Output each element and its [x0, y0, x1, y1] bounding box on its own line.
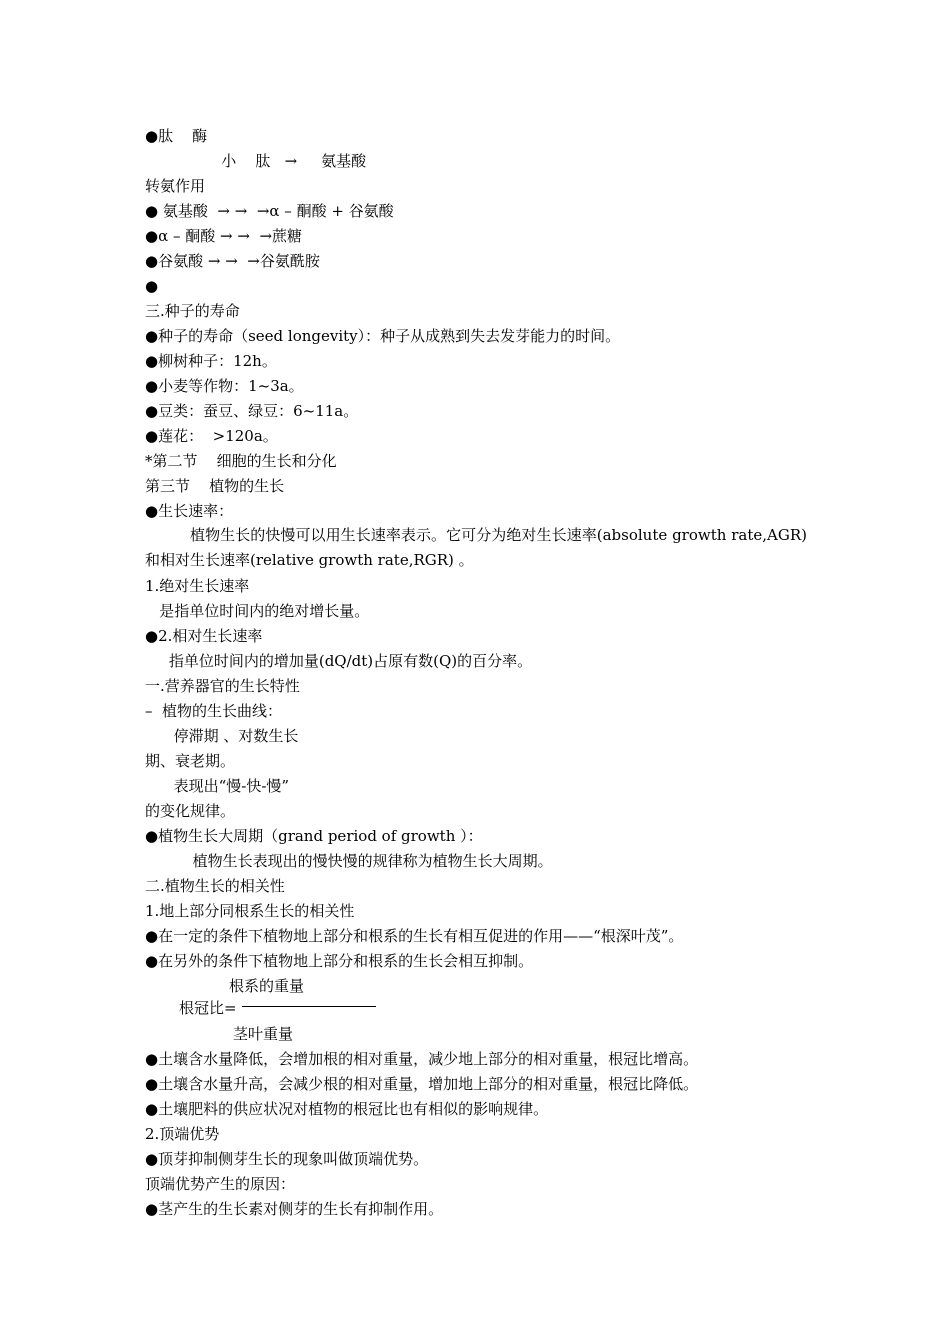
- line-relative-rate-def: 指单位时间内的增加量(dQ/dt)占原有数(Q)的百分率。: [145, 652, 533, 670]
- line-senescence-phase: 期、衰老期。: [145, 752, 236, 770]
- line-apical-dominance-def: ●顶芽抑制侧芽生长的现象叫做顶端优势。: [145, 1150, 429, 1168]
- line-slow-fast-slow: 表现出“慢-快-慢”: [145, 777, 290, 795]
- heading-vegetative-organs: 一.营养器官的生长特性: [145, 677, 300, 695]
- line-auxin-inhibition: ●茎产生的生长素对侧芽的生长有抑制作用。: [145, 1200, 444, 1218]
- line-grand-period: ●植物生长大周期（grand period of growth ）：: [145, 827, 483, 845]
- line-growth-curve: – 植物的生长曲线：: [145, 702, 283, 720]
- heading-seed-longevity: 三.种子的寿命: [145, 302, 240, 320]
- formula-numerator: 根系的重量: [229, 977, 305, 995]
- line-willow-seed: ●柳树种子：12h。: [145, 352, 277, 370]
- line-peptidase: ●肽 酶: [145, 127, 208, 145]
- line-lag-phase: 停滞期 、对数生长: [145, 727, 299, 745]
- line-glutamate: ●谷氨酸 → → →谷氨酰胺: [145, 252, 320, 270]
- line-keto-acid: ●α – 酮酸 → → →蔗糖: [145, 227, 303, 245]
- line-soil-water-high: ●土壤含水量升高，会减少根的相对重量，增加地上部分的相对重量，根冠比降低。: [145, 1075, 699, 1093]
- line-beans: ●豆类：蚕豆、绿豆：6~11a。: [145, 402, 359, 420]
- line-wheat: ●小麦等作物：1~3a。: [145, 377, 304, 395]
- line-seed-longevity-def: ●种子的寿命（seed longevity）：种子从成熟到失去发芽能力的时间。: [145, 327, 621, 345]
- paragraph-growth-rate: 植物生长的快慢可以用生长速率表示。它可分为绝对生长速率(absolute growth rate,AGR)和相对生长速率(relative growth rate,RGR) 。: [145, 526, 807, 569]
- line-apical-cause: 顶端优势产生的原因：: [145, 1175, 296, 1193]
- heading-absolute-rate: 1.绝对生长速率: [145, 577, 250, 595]
- heading-apical-dominance: 2.顶端优势: [145, 1125, 220, 1143]
- formula-denominator: 茎叶重量: [233, 1025, 294, 1043]
- heading-shoot-root: 1.地上部分同根系生长的相关性: [145, 902, 355, 920]
- line-mutual-inhibition: ●在另外的条件下植物地上部分和根系的生长会相互抑制。: [145, 952, 534, 970]
- line-change-pattern: 的变化规律。: [145, 802, 236, 820]
- line-soil-fertilizer: ●土壤肥料的供应状况对植物的根冠比也有相似的影响规律。: [145, 1100, 549, 1118]
- line-absolute-rate-def: 是指单位时间内的绝对增长量。: [145, 602, 370, 620]
- line-transamination: 转氨作用: [145, 177, 206, 195]
- line-growth-rate: ●生长速率：: [145, 502, 234, 520]
- heading-growth-correlation: 二.植物生长的相关性: [145, 877, 285, 895]
- heading-section-two: *第二节 细胞的生长和分化: [145, 452, 337, 470]
- heading-relative-rate: ●2.相对生长速率: [145, 627, 263, 645]
- line-small-peptide: 小 肽 → 氨基酸: [145, 152, 367, 170]
- line-soil-water-low: ●土壤含水量降低，会增加根的相对重量，减少地上部分的相对重量，根冠比增高。: [145, 1050, 699, 1068]
- line-grand-period-def: 植物生长表现出的慢快慢的规律称为植物生长大周期。: [145, 852, 553, 870]
- line-lotus: ●莲花： >120a。: [145, 427, 278, 445]
- line-amino-acid: ● 氨基酸 → → →α – 酮酸 + 谷氨酸: [145, 202, 394, 220]
- line-bullet-empty: ●: [145, 277, 159, 295]
- formula-fraction-bar: [242, 1006, 376, 1007]
- formula-label: 根冠比=: [179, 999, 237, 1017]
- heading-section-three: 第三节 植物的生长: [145, 477, 285, 495]
- line-mutual-promotion: ●在一定的条件下植物地上部分和根系的生长有相互促进的作用——“根深叶茂”。: [145, 927, 684, 945]
